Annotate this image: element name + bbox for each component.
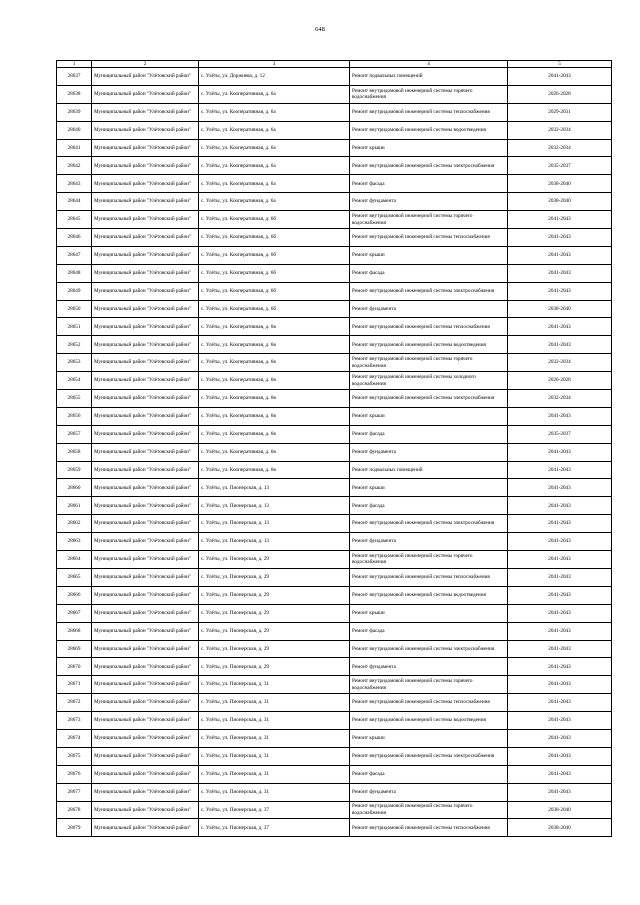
address-cell: с. Улёты, ул. Пионерская, д. 29 [199,604,350,622]
address-cell: с. Улёты, ул. Кооперативная, д. 6в [199,425,350,443]
table-row [57,103,612,121]
row-number-cell: 28653 [57,354,92,372]
table-row [57,515,612,533]
table-row [57,747,612,765]
row-number-cell: 28674 [57,729,92,747]
table-row [57,461,612,479]
period-cell: 2041-2043 [508,783,612,801]
table-row [57,658,612,676]
district-cell: Муниципальный район "Улётовский район" [92,372,199,390]
period-cell: 2041-2043 [508,676,612,694]
address-cell: с. Улёты, ул. Пионерская, д. 31 [199,729,350,747]
district-cell: Муниципальный район "Улётовский район" [92,640,199,658]
period-cell: 2041-2043 [508,229,612,247]
work-type-cell: Ремонт внутридомовой инженерной системы теплоснабжения [350,103,508,121]
row-number-cell: 28641 [57,139,92,157]
work-type-cell: Ремонт крыши [350,604,508,622]
district-cell: Муниципальный район "Улётовский район" [92,390,199,408]
table-row [57,354,612,372]
period-cell: 2041-2043 [508,211,612,229]
work-type-cell: Ремонт внутридомовой инженерной системы горячего водоснабжения [350,85,508,103]
work-type-cell: Ремонт крыши [350,729,508,747]
column-header: 4 [350,61,508,68]
address-cell: с. Улёты, ул. Пионерская, д. 13 [199,515,350,533]
table-row [57,229,612,247]
table-row [57,819,612,837]
work-type-cell: Ремонт фундамента [350,533,508,551]
table-row [57,175,612,193]
period-cell: 2041-2043 [508,443,612,461]
period-cell: 2038-2040 [508,193,612,211]
row-number-cell: 28658 [57,443,92,461]
period-cell: 2041-2043 [508,533,612,551]
table-row [57,264,612,282]
period-cell: 2032-2034 [508,139,612,157]
district-cell: Муниципальный район "Улётовский район" [92,658,199,676]
work-type-cell: Ремонт фундамента [350,193,508,211]
work-type-cell: Ремонт фундамента [350,300,508,318]
district-cell: Муниципальный район "Улётовский район" [92,157,199,175]
address-cell: с. Улёты, ул. Кооперативная, д. 6б [199,211,350,229]
row-number-cell: 28637 [57,68,92,86]
district-cell: Муниципальный район "Улётовский район" [92,407,199,425]
period-cell: 2041-2043 [508,479,612,497]
district-cell: Муниципальный район "Улётовский район" [92,747,199,765]
address-cell: с. Улёты, ул. Пионерская, д. 13 [199,533,350,551]
row-number-cell: 28646 [57,229,92,247]
work-type-cell: Ремонт фундамента [350,783,508,801]
period-cell: 2029-2031 [508,103,612,121]
column-header: 3 [199,61,350,68]
table-row [57,139,612,157]
district-cell: Муниципальный район "Улётовский район" [92,300,199,318]
row-number-cell: 28673 [57,712,92,730]
period-cell: 2041-2043 [508,640,612,658]
table-row [57,318,612,336]
work-type-cell: Ремонт внутридомовой инженерной системы теплоснабжения [350,318,508,336]
period-cell: 2032-2034 [508,390,612,408]
row-number-cell: 28640 [57,121,92,139]
address-cell: с. Улёты, ул. Пионерская, д. 37 [199,819,350,837]
work-type-cell: Ремонт фасада [350,765,508,783]
row-number-cell: 28667 [57,604,92,622]
district-cell: Муниципальный район "Улётовский район" [92,103,199,121]
address-cell: с. Улёты, ул. Кооперативная, д. 6в [199,372,350,390]
district-cell: Муниципальный район "Улётовский район" [92,765,199,783]
district-cell: Муниципальный район "Улётовский район" [92,622,199,640]
column-header-row [57,61,612,68]
row-number-cell: 28668 [57,622,92,640]
district-cell: Муниципальный район "Улётовский район" [92,193,199,211]
work-type-cell: Ремонт внутридомовой инженерной системы водоотведения [350,121,508,139]
work-type-cell: Ремонт внутридомовой инженерной системы электроснабжения [350,390,508,408]
period-cell: 2041-2043 [508,658,612,676]
page-number: 648 [315,26,325,33]
district-cell: Муниципальный район "Улётовский район" [92,461,199,479]
district-cell: Муниципальный район "Улётовский район" [92,246,199,264]
row-number-cell: 28643 [57,175,92,193]
period-cell: 2041-2043 [508,568,612,586]
table-row [57,568,612,586]
period-cell: 2041-2043 [508,407,612,425]
address-cell: с. Улёты, ул. Кооперативная, д. 6в [199,461,350,479]
period-cell: 2032-2034 [508,354,612,372]
period-cell: 2041-2043 [508,551,612,569]
period-cell: 2041-2043 [508,729,612,747]
address-cell: с. Улёты, ул. Пионерская, д. 31 [199,676,350,694]
table-row [57,551,612,569]
table-row [57,372,612,390]
row-number-cell: 28678 [57,801,92,819]
address-cell: с. Улёты, ул. Пионерская, д. 13 [199,479,350,497]
row-number-cell: 28645 [57,211,92,229]
period-cell: 2026-2028 [508,85,612,103]
row-number-cell: 28665 [57,568,92,586]
row-number-cell: 28638 [57,85,92,103]
row-number-cell: 28642 [57,157,92,175]
work-type-cell: Ремонт фасада [350,175,508,193]
row-number-cell: 28675 [57,747,92,765]
row-number-cell: 28666 [57,586,92,604]
address-cell: с. Улёты, ул. Пионерская, д. 13 [199,497,350,515]
district-cell: Муниципальный район "Улётовский район" [92,497,199,515]
work-type-cell: Ремонт внутридомовой инженерной системы электроснабжения [350,747,508,765]
table-row [57,300,612,318]
work-type-cell: Ремонт крыши [350,139,508,157]
district-cell: Муниципальный район "Улётовский район" [92,425,199,443]
table-row [57,694,612,712]
address-cell: с. Улёты, ул. Кооперативная, д. 6в [199,407,350,425]
period-cell: 2032-2034 [508,121,612,139]
address-cell: с. Улёты, ул. Пионерская, д. 29 [199,568,350,586]
period-cell: 2041-2043 [508,515,612,533]
work-type-cell: Ремонт фасада [350,622,508,640]
period-cell: 2038-2040 [508,175,612,193]
work-type-cell: Ремонт крыши [350,246,508,264]
address-cell: с. Улёты, ул. Пионерская, д. 29 [199,622,350,640]
district-cell: Муниципальный район "Улётовский район" [92,175,199,193]
work-type-cell: Ремонт внутридомовой инженерной системы теплоснабжения [350,819,508,837]
district-cell: Муниципальный район "Улётовский район" [92,604,199,622]
address-cell: с. Улёты, ул. Пионерская, д. 29 [199,640,350,658]
table-row [57,282,612,300]
table-row [57,390,612,408]
address-cell: с. Улёты, ул. Кооперативная, д. 6в [199,336,350,354]
address-cell: с. Улёты, ул. Кооперативная, д. 6а [199,193,350,211]
address-cell: с. Улёты, ул. Кооперативная, д. 6в [199,354,350,372]
work-type-cell: Ремонт фасада [350,264,508,282]
row-number-cell: 28652 [57,336,92,354]
row-number-cell: 28676 [57,765,92,783]
table-row [57,765,612,783]
column-header: 1 [57,61,92,68]
period-cell: 2035-2037 [508,157,612,175]
table-row [57,497,612,515]
table-row [57,640,612,658]
table-row [57,729,612,747]
district-cell: Муниципальный район "Улётовский район" [92,354,199,372]
district-cell: Муниципальный район "Улётовский район" [92,676,199,694]
table-row [57,622,612,640]
table-row [57,121,612,139]
work-type-cell: Ремонт крыши [350,407,508,425]
table-row [57,783,612,801]
district-cell: Муниципальный район "Улётовский район" [92,85,199,103]
table-row [57,712,612,730]
district-cell: Муниципальный район "Улётовский район" [92,264,199,282]
work-type-cell: Ремонт внутридомовой инженерной системы горячего водоснабжения [350,551,508,569]
period-cell: 2041-2043 [508,586,612,604]
period-cell: 2038-2040 [508,300,612,318]
district-cell: Муниципальный район "Улётовский район" [92,443,199,461]
work-type-cell: Ремонт внутридомовой инженерной системы электроснабжения [350,282,508,300]
row-number-cell: 28659 [57,461,92,479]
row-number-cell: 28671 [57,676,92,694]
address-cell: с. Улёты, ул. Пионерская, д. 31 [199,694,350,712]
district-cell: Муниципальный район "Улётовский район" [92,819,199,837]
district-cell: Муниципальный район "Улётовский район" [92,694,199,712]
row-number-cell: 28644 [57,193,92,211]
period-cell: 2041-2043 [508,336,612,354]
work-type-cell: Ремонт внутридомовой инженерной системы водоотведения [350,586,508,604]
address-cell: с. Улёты, ул. Пионерская, д. 37 [199,801,350,819]
row-number-cell: 28677 [57,783,92,801]
period-cell: 2035-2037 [508,425,612,443]
work-type-cell: Ремонт подвальных помещений [350,461,508,479]
table-row [57,193,612,211]
period-cell: 2041-2043 [508,622,612,640]
district-cell: Муниципальный район "Улётовский район" [92,783,199,801]
table-row [57,443,612,461]
work-type-cell: Ремонт внутридомовой инженерной системы теплоснабжения [350,694,508,712]
district-cell: Муниципальный район "Улётовский район" [92,533,199,551]
address-cell: с. Улёты, ул. Пионерская, д. 31 [199,712,350,730]
period-cell: 2041-2043 [508,246,612,264]
district-cell: Муниципальный район "Улётовский район" [92,121,199,139]
row-number-cell: 28651 [57,318,92,336]
work-type-cell: Ремонт крыши [350,479,508,497]
work-type-cell: Ремонт внутридомовой инженерной системы электроснабжения [350,515,508,533]
row-number-cell: 28669 [57,640,92,658]
row-number-cell: 28656 [57,407,92,425]
address-cell: с. Улёты, ул. Кооперативная, д. 6а [199,139,350,157]
district-cell: Муниципальный район "Улётовский район" [92,68,199,86]
work-type-cell: Ремонт внутридомовой инженерной системы водоотведения [350,336,508,354]
address-cell: с. Улёты, ул. Кооперативная, д. 6б [199,246,350,264]
district-cell: Муниципальный район "Улётовский район" [92,568,199,586]
capital-repair-table [56,60,612,837]
row-number-cell: 28649 [57,282,92,300]
period-cell: 2041-2043 [508,282,612,300]
work-type-cell: Ремонт внутридомовой инженерной системы горячего водоснабжения [350,354,508,372]
district-cell: Муниципальный район "Улётовский район" [92,729,199,747]
table-row [57,586,612,604]
address-cell: с. Улёты, ул. Кооперативная, д. 6в [199,318,350,336]
work-type-cell: Ремонт фасада [350,497,508,515]
address-cell: с. Улёты, ул. Пионерская, д. 29 [199,658,350,676]
work-type-cell: Ремонт внутридомовой инженерной системы электроснабжения [350,640,508,658]
work-type-cell: Ремонт внутридомовой инженерной системы теплоснабжения [350,229,508,247]
row-number-cell: 28647 [57,246,92,264]
period-cell: 2041-2043 [508,264,612,282]
table-row [57,479,612,497]
table-row [57,425,612,443]
address-cell: с. Улёты, ул. Кооперативная, д. 6а [199,157,350,175]
address-cell: с. Улёты, ул. Кооперативная, д. 6б [199,300,350,318]
address-cell: с. Улёты, ул. Кооперативная, д. 6а [199,103,350,121]
district-cell: Муниципальный район "Улётовский район" [92,139,199,157]
address-cell: с. Улёты, ул. Пионерская, д. 29 [199,551,350,569]
row-number-cell: 28639 [57,103,92,121]
address-cell: с. Улёты, ул. Пионерская, д. 31 [199,765,350,783]
row-number-cell: 28663 [57,533,92,551]
column-header: 5 [508,61,612,68]
district-cell: Муниципальный район "Улётовский район" [92,211,199,229]
row-number-cell: 28650 [57,300,92,318]
address-cell: с. Улёты, ул. Пионерская, д. 31 [199,783,350,801]
period-cell: 2041-2043 [508,604,612,622]
period-cell: 2041-2043 [508,461,612,479]
work-type-cell: Ремонт внутридомовой инженерной системы холодного водоснабжения [350,372,508,390]
address-cell: с. Улёты, ул. Кооперативная, д. 6а [199,85,350,103]
work-type-cell: Ремонт внутридомовой инженерной системы горячего водоснабжения [350,801,508,819]
period-cell: 2041-2043 [508,318,612,336]
period-cell: 2041-2043 [508,765,612,783]
district-cell: Муниципальный район "Улётовский район" [92,479,199,497]
address-cell: с. Улёты, ул. Кооперативная, д. 6а [199,175,350,193]
address-cell: с. Улёты, ул. Кооперативная, д. 6б [199,282,350,300]
row-number-cell: 28654 [57,372,92,390]
work-type-cell: Ремонт внутридомовой инженерной системы водоотведения [350,712,508,730]
address-cell: с. Улёты, ул. Кооперативная, д. 6б [199,264,350,282]
period-cell: 2041-2043 [508,694,612,712]
row-number-cell: 28648 [57,264,92,282]
period-cell: 2041-2043 [508,497,612,515]
column-header: 2 [92,61,199,68]
period-cell: 2041-2043 [508,68,612,86]
work-type-cell: Ремонт внутридомовой инженерной системы электроснабжения [350,157,508,175]
work-type-cell: Ремонт фундамента [350,658,508,676]
period-cell: 2041-2043 [508,747,612,765]
district-cell: Муниципальный район "Улётовский район" [92,712,199,730]
work-type-cell: Ремонт фасада [350,425,508,443]
table-row [57,801,612,819]
district-cell: Муниципальный район "Улётовский район" [92,282,199,300]
row-number-cell: 28662 [57,515,92,533]
address-cell: с. Улёты, ул. Кооперативная, д. 6в [199,443,350,461]
work-type-cell: Ремонт внутридомовой инженерной системы горячего водоснабжения [350,211,508,229]
table-row [57,676,612,694]
address-cell: с. Улёты, ул. Кооперативная, д. 6в [199,390,350,408]
period-cell: 2038-2040 [508,801,612,819]
work-type-cell: Ремонт подвальных помещений [350,68,508,86]
table-row [57,211,612,229]
table-row [57,157,612,175]
address-cell: с. Улёты, ул. Пионерская, д. 31 [199,747,350,765]
table-row [57,246,612,264]
district-cell: Муниципальный район "Улётовский район" [92,551,199,569]
row-number-cell: 28657 [57,425,92,443]
table-row [57,407,612,425]
row-number-cell: 28679 [57,819,92,837]
work-type-cell: Ремонт фундамента [350,443,508,461]
table-row [57,533,612,551]
table-row [57,85,612,103]
district-cell: Муниципальный район "Улётовский район" [92,229,199,247]
row-number-cell: 28670 [57,658,92,676]
district-cell: Муниципальный район "Улётовский район" [92,336,199,354]
table-row [57,604,612,622]
address-cell: с. Улёты, ул. Кооперативная, д. 6б [199,229,350,247]
row-number-cell: 28664 [57,551,92,569]
address-cell: с. Улёты, ул. Пионерская, д. 29 [199,586,350,604]
table-body [57,68,612,837]
district-cell: Муниципальный район "Улётовский район" [92,318,199,336]
table-row [57,68,612,86]
work-type-cell: Ремонт внутридомовой инженерной системы теплоснабжения [350,568,508,586]
period-cell: 2038-2040 [508,819,612,837]
district-cell: Муниципальный район "Улётовский район" [92,515,199,533]
address-cell: с. Улёты, ул. Кооперативная, д. 6а [199,121,350,139]
period-cell: 2026-2028 [508,372,612,390]
work-type-cell: Ремонт внутридомовой инженерной системы горячего водоснабжения [350,676,508,694]
period-cell: 2041-2043 [508,712,612,730]
address-cell: с. Улёты, ул. Доржиева, д. 12 [199,68,350,86]
table-row [57,336,612,354]
district-cell: Муниципальный район "Улётовский район" [92,586,199,604]
row-number-cell: 28660 [57,479,92,497]
district-cell: Муниципальный район "Улётовский район" [92,801,199,819]
row-number-cell: 28655 [57,390,92,408]
row-number-cell: 28672 [57,694,92,712]
row-number-cell: 28661 [57,497,92,515]
